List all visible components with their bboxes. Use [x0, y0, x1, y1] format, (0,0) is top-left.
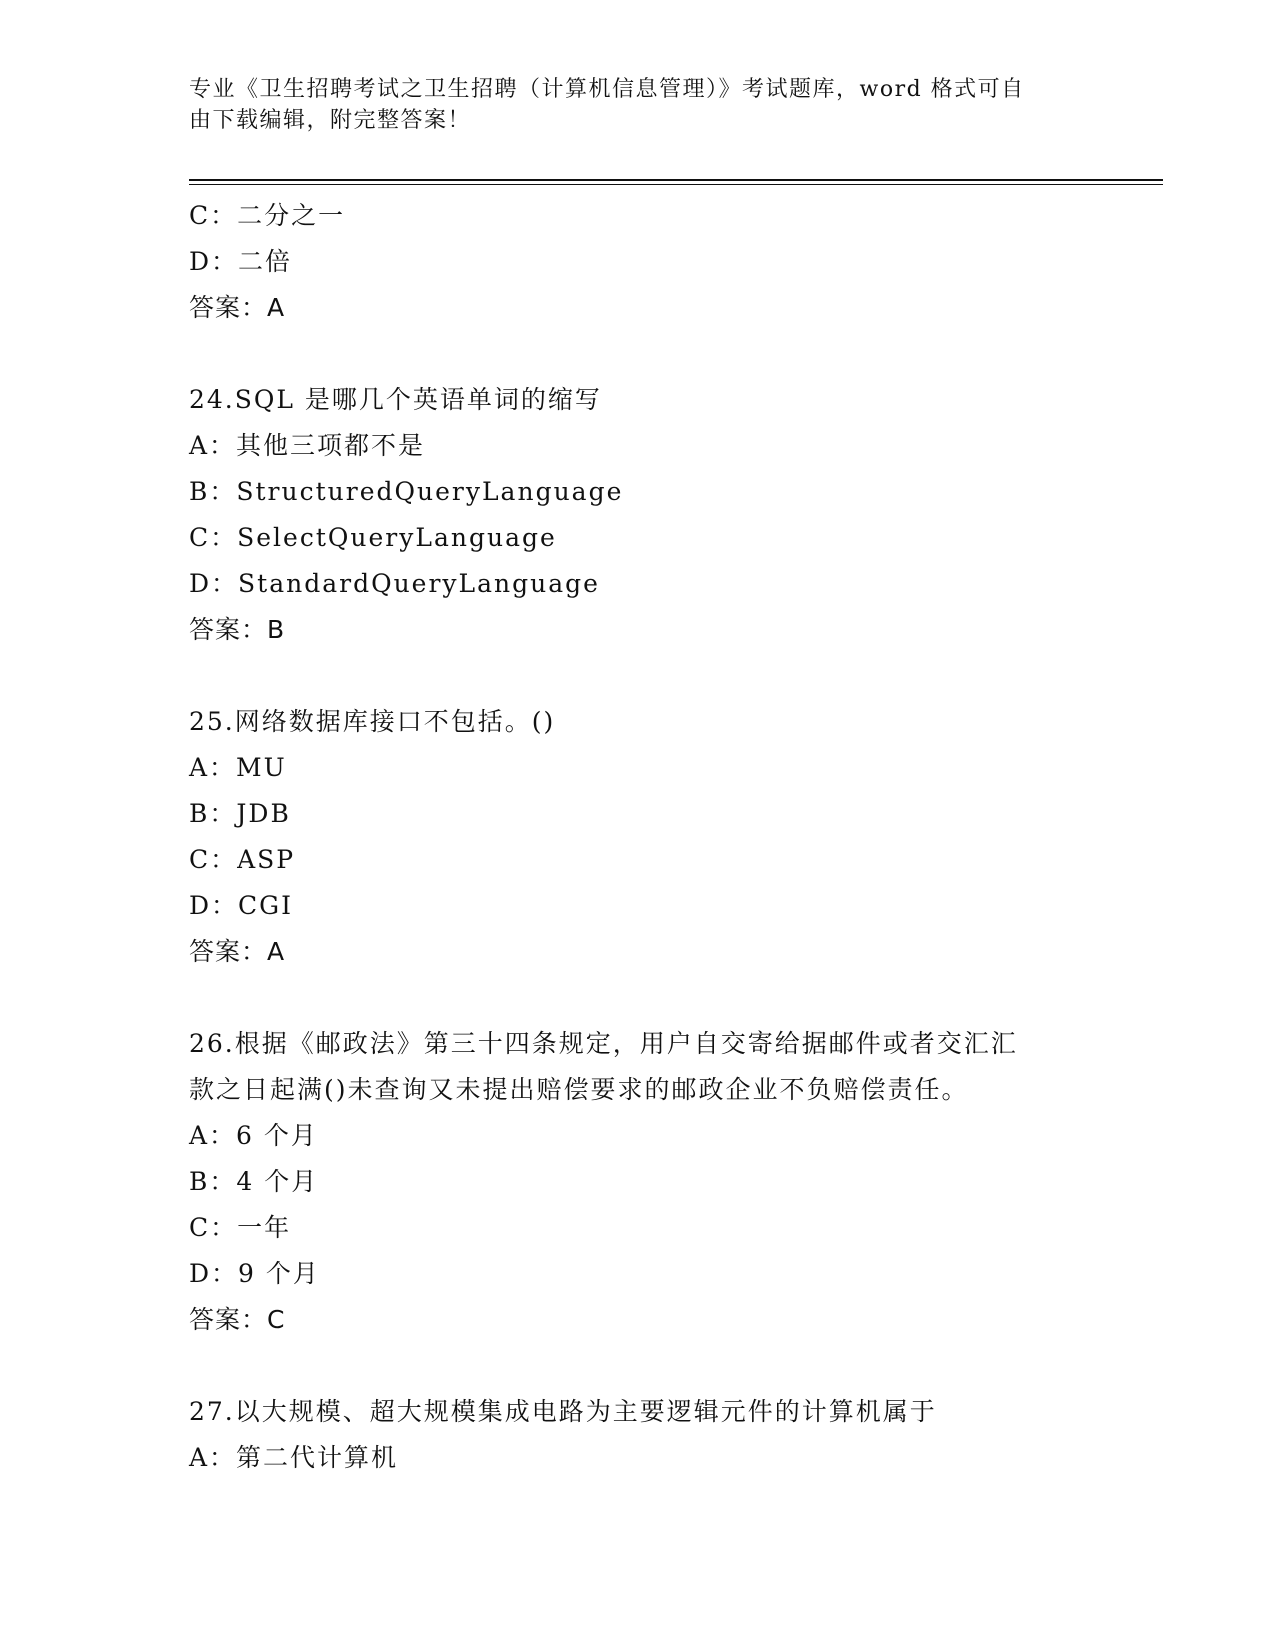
option-c: C：一年 [189, 1213, 292, 1242]
option-a: A：6 个月 [189, 1121, 318, 1150]
header-line-1: 专业《卫生招聘考试之卫生招聘（计算机信息管理）》考试题库，word 格式可自 [189, 77, 1025, 102]
option-b: B：StructuredQueryLanguage [189, 477, 624, 506]
question-block-24 [189, 377, 1089, 653]
question-block-23 [189, 193, 1089, 331]
option-b: B：JDB [189, 799, 291, 828]
spacer [189, 653, 1089, 699]
option-c: C：ASP [189, 845, 296, 874]
question-stem-line-1: 26.根据《邮政法》第三十四条规定，用户自交寄给据邮件或者交汇汇 [189, 1029, 1018, 1058]
answer-line: 答案：B [189, 615, 286, 644]
question-block-26 [189, 1021, 1089, 1343]
option-c: C：二分之一 [189, 201, 346, 230]
header-line-2: 由下载编辑，附完整答案！ [189, 108, 472, 133]
spacer [189, 1343, 1089, 1389]
option-a: A：其他三项都不是 [189, 431, 426, 460]
answer-line: 答案：A [189, 293, 286, 322]
header-divider-thick [189, 179, 1163, 181]
option-a: A：MU [189, 753, 287, 782]
answer-line: 答案：C [189, 1305, 286, 1334]
option-d: D：9 个月 [189, 1259, 320, 1288]
header-divider-thin [189, 184, 1163, 185]
option-d: D：StandardQueryLanguage [189, 569, 600, 598]
answer-line: 答案：A [189, 937, 286, 966]
option-a: A：第二代计算机 [189, 1443, 399, 1472]
option-c: C：SelectQueryLanguage [189, 523, 557, 552]
question-block-25 [189, 699, 1089, 975]
option-d: D：二倍 [189, 247, 293, 276]
question-stem-line-2: 款之日起满()未查询又未提出赔偿要求的邮政企业不负赔偿责任。 [189, 1075, 969, 1104]
question-list [189, 193, 1089, 1481]
spacer [189, 975, 1089, 1021]
spacer [189, 331, 1089, 377]
question-stem: 27.以大规模、超大规模集成电路为主要逻辑元件的计算机属于 [189, 1397, 937, 1426]
question-stem: 24.SQL 是哪几个英语单词的缩写 [189, 385, 602, 414]
document-header [189, 74, 1069, 136]
option-d: D：CGI [189, 891, 294, 920]
option-b: B：4 个月 [189, 1167, 319, 1196]
question-stem: 25.网络数据库接口不包括。() [189, 707, 556, 736]
question-block-27 [189, 1389, 1089, 1481]
